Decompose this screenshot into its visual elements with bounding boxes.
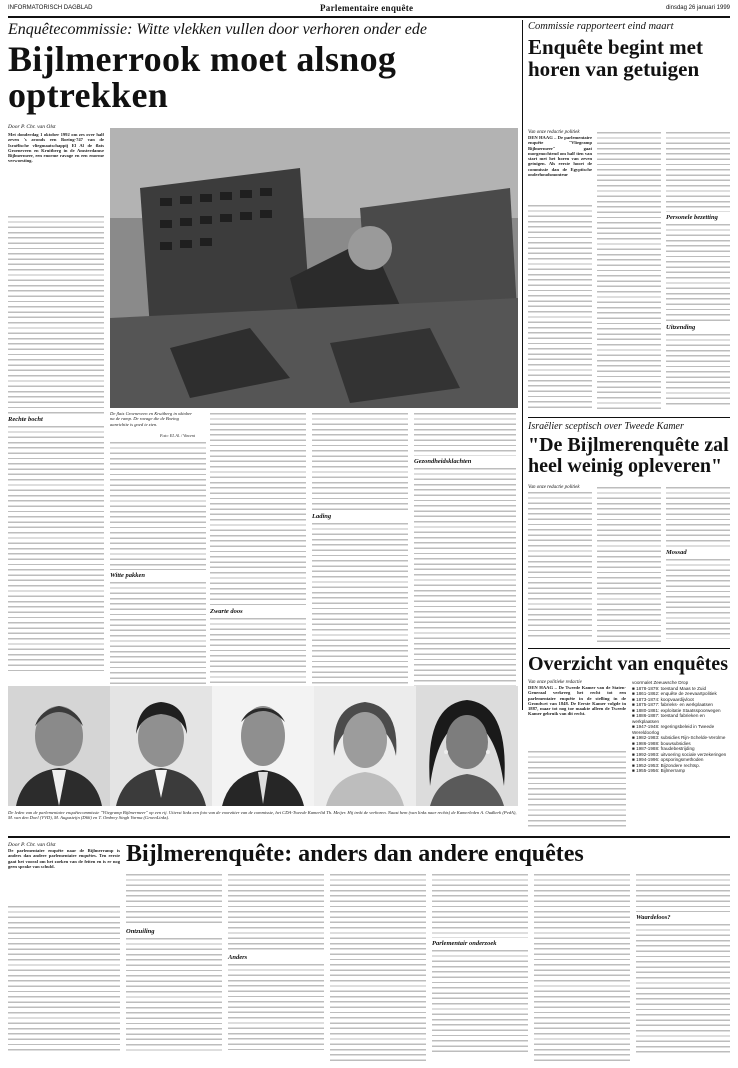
lead-intro-column [8, 124, 104, 672]
mid-subhead-3: Lading [312, 513, 332, 520]
skeptic-kicker: Israëlier sceptisch over Tweede Kamer [528, 421, 684, 432]
lead-intro: Met donderdag 1 oktober 1992 om zes over half zeven 's avonds een Boeing-747 van de Israëlische vliegmaatschappij El Al de flats Groeneveen en Kruitberg in de Amsterdamse Bijlmermeer, een enorme ravage en een enorme verwoesting. [8, 132, 104, 164]
timeline-item: ■ 1878-1879: toestand Maas te Zuid [632, 685, 707, 691]
crash-site-illustration [110, 128, 518, 408]
bottom-subhead-2: Anders [228, 954, 248, 961]
bottom-col-3 [228, 872, 324, 1054]
enquete-byline: Van onze redactie politiek [528, 130, 580, 135]
portrait-strip [8, 686, 518, 806]
lead-body-text-2 [8, 424, 104, 672]
timeline-item: ■ 1861-1862: enquête de zeevaartpolitiek [632, 691, 717, 696]
timeline-item: ■ 1994-1996: opsporingsmethoden [632, 757, 704, 762]
bottom-byline: Door P. Chr. van Olst [8, 842, 56, 848]
photo-credit: Foto: EL Al. / Vincent [160, 433, 195, 438]
timeline-item: ■ 1947-1948: regeringsbeleid in Tweede Wereldoorlog [632, 724, 715, 735]
mid-subhead-1: Witte pakken [110, 572, 145, 579]
overview-timeline [632, 680, 730, 774]
column-divider [522, 20, 523, 710]
lead-col-3b [210, 606, 306, 686]
photo-caption: De flats Groeneveen en Kruitberg in oktober na de ramp. De ravage die de Boeing aanrichtte is goed te zien. [110, 411, 193, 427]
portraits-caption: De leden van de parlementaire enquêtecommissie "Vliegramp Bijlmermeer" op een rij. Uiterst links een foto van de voorzitter van de commissie, het CDA-Tweede Kamerlid Th. Meijer. Hij trekt de verhoren. Naast hem (van links naar rechts) de Kamerleden A. Oudkerk (PvdA), M. van den Doel (VVD), M. Augusteijn (D66) en T. Ombrey Singh Varma (GroenLinks). [8, 810, 517, 821]
enquete-col-1 [528, 130, 592, 409]
portrait-augusteijn [314, 686, 416, 806]
timeline-item: ■ 1873-1874: koopvaardijvloot [632, 696, 694, 702]
enquete-col-3 [666, 130, 730, 408]
bottom-subhead-3: Parlementair onderzoek [432, 940, 497, 947]
overview-byline: Van onze politieke redactie [528, 680, 582, 685]
skeptic-subhead: Mossad [666, 549, 687, 556]
lead-headline: Bijlmerrook moet alsnog optrekken [8, 39, 397, 115]
portrait-meijer [8, 686, 110, 806]
timeline-item: ■ 1955-1956: Bijlmerramp [632, 768, 686, 773]
skeptic-col-2 [597, 485, 661, 643]
timeline-item: ■ 1987-1988: fraudebestrijding [632, 746, 695, 751]
portrait-ombrey-singh-varma [416, 686, 518, 806]
bottom-rule [8, 836, 730, 838]
bottom-subhead-1: Ontzuiling [126, 928, 155, 935]
timeline-intro: voormalet Zeeuwsche Drop [632, 680, 689, 685]
enquete-col-2 [597, 130, 661, 410]
timeline-item: ■ 1982-1983: subsidies Rijn-Schelde-Verolme [632, 735, 726, 740]
portrait-oudkerk [110, 686, 212, 806]
right-rule-1 [528, 417, 730, 418]
header-rule [8, 16, 730, 18]
skeptic-headline: "De Bijlmerenquête zal heel weinig opleveren" [528, 434, 729, 477]
section-label: INFORMATORISCH DAGBLAD [8, 5, 93, 11]
timeline-item: ■ 1880-1881: exploitatie Staatsspoorwegen [632, 707, 721, 713]
timeline-item: ■ 1952-1953: Bijzondere rechtsp. [632, 762, 700, 768]
enquete-lead: DEN HAAG – De parlementaire enquête "Vliegramp Bijlmermeer" gaat morgenochtend om half tien van start met het horen van zeven getuigen. Als eerste hoort de commissie dan de Egyptische onderhoudsmonteur [528, 135, 592, 178]
timeline-item: ■ 1986-1988: bouwsubsidies [632, 740, 691, 746]
overview-lead: DEN HAAG – De Tweede Kamer van de Staten-Generaal verkreeg het recht tot een parlementaire enquête in de stelling in de Grondwet van 1848. De Eerste Kamer volgde in 1887, maar tot nog toe maakte alleen de Tweede Kamer gebruik van dit recht. [528, 685, 626, 717]
overview-headline: Overzicht van enquêtes [528, 653, 728, 675]
lead-col-2a [110, 440, 206, 570]
enquete-headline: Enquête begint met horen van getuigen [528, 35, 703, 81]
right-rule-2 [528, 648, 730, 649]
enquete-kicker: Commissie rapporteert eind maart [528, 21, 674, 32]
lead-body-text [8, 214, 104, 414]
timeline-item: ■ 1875-1877: fabrieks- en werkplaatsen [632, 702, 713, 707]
portrait-van-den-doel [212, 686, 314, 806]
section-title: Parlementaire enquête [320, 3, 414, 13]
bottom-intro: De parlementaire enquête naar de Bijlmerramp is anders dan andere parlementaire enquêtes. Ten eerste gaat het vooral om het zoeken van de feiten en is er nog geen sprake van schuld. [8, 848, 120, 869]
skeptic-byline: Van onze redactie politiek [528, 485, 580, 490]
mid-subhead-2: Zwarte doos [210, 608, 243, 615]
bottom-col-1 [8, 842, 120, 1054]
page-date: dinsdag 26 januari 1999 [665, 5, 730, 11]
lead-col-4a [312, 411, 408, 511]
bottom-col-2 [126, 872, 222, 1054]
bottom-headline: Bijlmerenquête: anders dan andere enquêtes [126, 841, 584, 867]
lead-col-5b [414, 456, 516, 686]
enquete-subhead-1: Personele bezetting [666, 214, 718, 221]
bottom-col-6 [534, 872, 630, 1062]
lead-subhead: Rechte bocht [8, 416, 43, 423]
crash-site-photo [110, 128, 518, 408]
lead-col-5a [414, 411, 516, 456]
bottom-col-7 [636, 872, 730, 1054]
bottom-col-5 [432, 872, 528, 1054]
bottom-col-4 [330, 872, 426, 1062]
timeline-item: ■ 1992-1993: uitvoering sociale verzekeringen [632, 751, 727, 757]
mid-subhead-4: Gezondheidsklachten [414, 458, 472, 465]
lead-col-4b [312, 511, 408, 686]
lead-col-3a [210, 411, 306, 606]
lead-kicker: Enquêtecommissie: Witte vlekken vullen door verhoren onder ede [8, 21, 427, 38]
skeptic-col-3 [666, 485, 730, 639]
bottom-subhead-4: Waardeloos? [636, 914, 671, 921]
timeline-item: ■ 1886-1887: toestand fabrieken en werkplaatsen [632, 713, 705, 724]
lead-col-2b [110, 570, 206, 690]
enquete-subhead-2: Uitzending [666, 324, 696, 331]
overview-col-1 [528, 680, 626, 829]
skeptic-col-1 [528, 485, 592, 640]
lead-byline: Door P. Chr. van Olst [8, 124, 56, 130]
